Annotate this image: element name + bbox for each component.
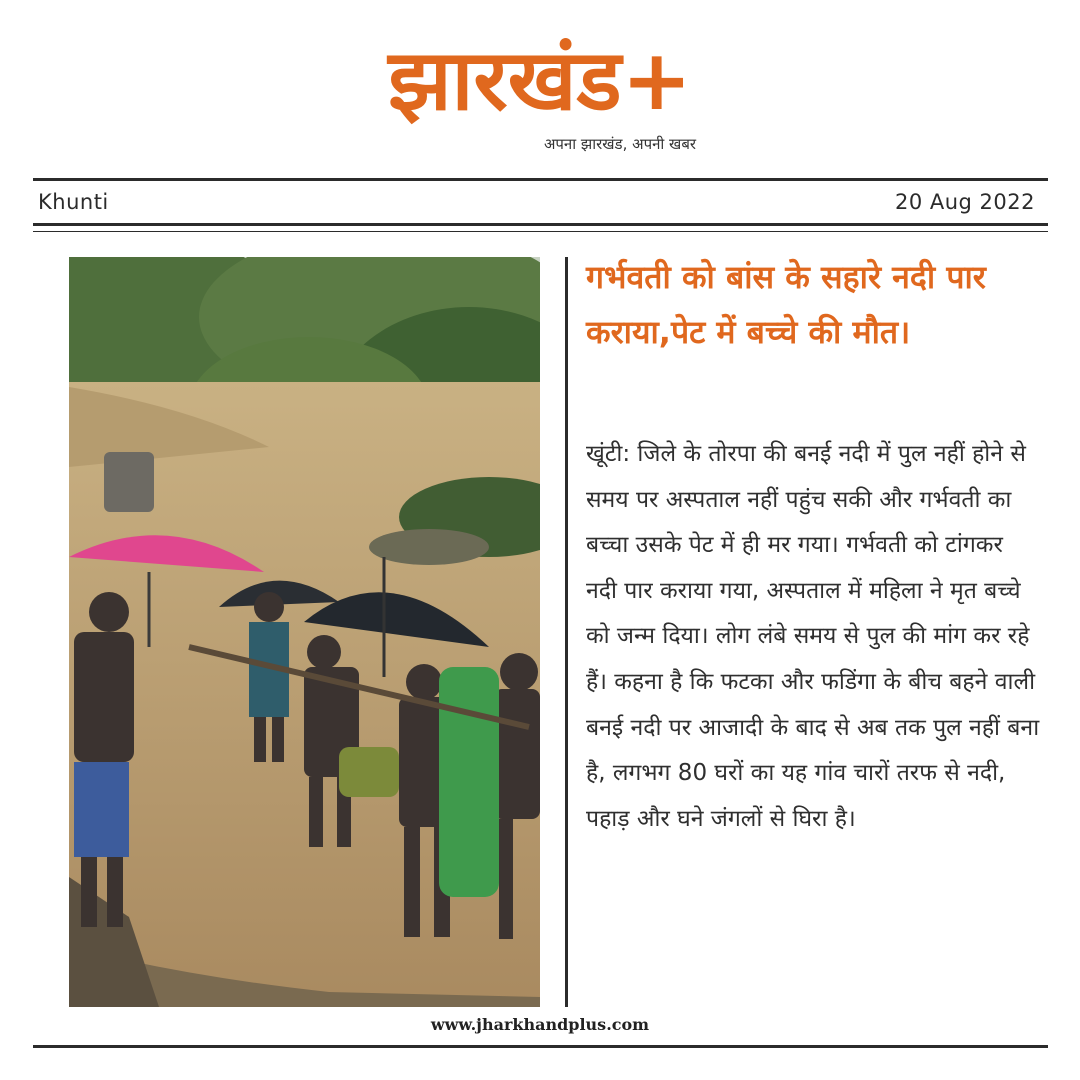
- column-divider: [565, 257, 568, 1007]
- article-body: खूंटी: जिले के तोरपा की बनई नदी में पुल नहीं होने से समय पर अस्पताल नहीं पहुंच सकी और गर्भवती का बच्चा उसके पेट में ही मर गया। गर्भवती को टांगकर नदी पार कराया गया, अस्पताल में महिला ने मृत बच्चे को जन्म दिया। लोग लंबे समय से पुल की मांग कर रहे हैं। कहना है कि फटका और फडिंगा के बीच बहने वाली बनई नदी पर आजादी के बाद से अब तक पुल नहीं बना है, लगभग 80 घरों का यह गांव चारों तरफ से नदी, पहाड़ और घने जंगलों से घिरा है।: [586, 441, 1040, 832]
- website-url: www.jharkhandplus.com: [430, 1015, 650, 1034]
- dateline-place: Khunti: [38, 190, 109, 214]
- top-divider: [33, 178, 1048, 181]
- dateline-divider: [33, 223, 1048, 226]
- bottom-divider: [33, 1045, 1048, 1048]
- masthead-tagline: अपना झारखंड, अपनी खबर: [543, 135, 697, 153]
- dateline-date: 20 Aug 2022: [894, 190, 1035, 214]
- article-headline: गर्भवती को बांस के सहारे नदी पार कराया,पेट में बच्चे की मौत।: [586, 258, 986, 351]
- masthead-logo: झारखंड+: [388, 31, 692, 129]
- news-photo: [69, 257, 540, 1007]
- dateline-divider-thin: [33, 231, 1048, 232]
